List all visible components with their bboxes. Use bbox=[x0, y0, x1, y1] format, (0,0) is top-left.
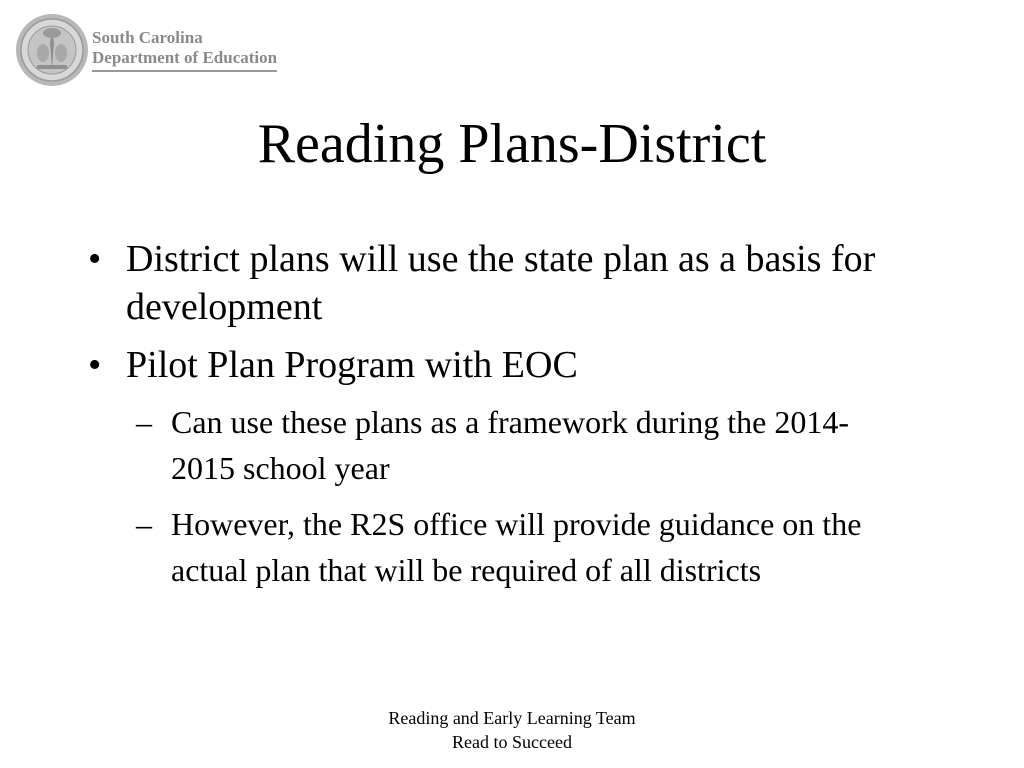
sub-bullet-item bbox=[136, 501, 891, 593]
slide-content bbox=[86, 235, 946, 603]
sub-bullet-text: Can use these plans as a framework during the 2014-2015 school year bbox=[171, 404, 850, 486]
organization-line-1: South Carolina bbox=[92, 28, 203, 47]
bullet-text: Pilot Plan Program with EOC bbox=[126, 344, 578, 386]
bullet-text: District plans will use the state plan as a basis for development bbox=[126, 238, 876, 328]
bullet-marker: • bbox=[88, 344, 102, 386]
slide-footer bbox=[300, 706, 724, 754]
bullet-marker: • bbox=[88, 238, 102, 280]
sub-bullet-text: However, the R2S office will provide guidance on the actual plan that will be required of all districts bbox=[171, 506, 862, 588]
slide-title: Reading Plans-District bbox=[257, 113, 767, 175]
organization-line-2: Department of Education bbox=[92, 48, 277, 72]
sub-bullet-item bbox=[136, 399, 891, 491]
sub-bullet-marker: – bbox=[136, 506, 152, 542]
bullet-item bbox=[86, 341, 946, 389]
footer-team-name: Reading and Early Learning Team bbox=[388, 708, 636, 728]
organization-name bbox=[92, 28, 277, 72]
state-seal-icon bbox=[15, 13, 89, 87]
sub-bullet-marker: – bbox=[136, 404, 152, 440]
bullet-item bbox=[86, 235, 946, 331]
department-logo bbox=[15, 13, 315, 89]
footer-program-name: Read to Succeed bbox=[452, 732, 572, 752]
